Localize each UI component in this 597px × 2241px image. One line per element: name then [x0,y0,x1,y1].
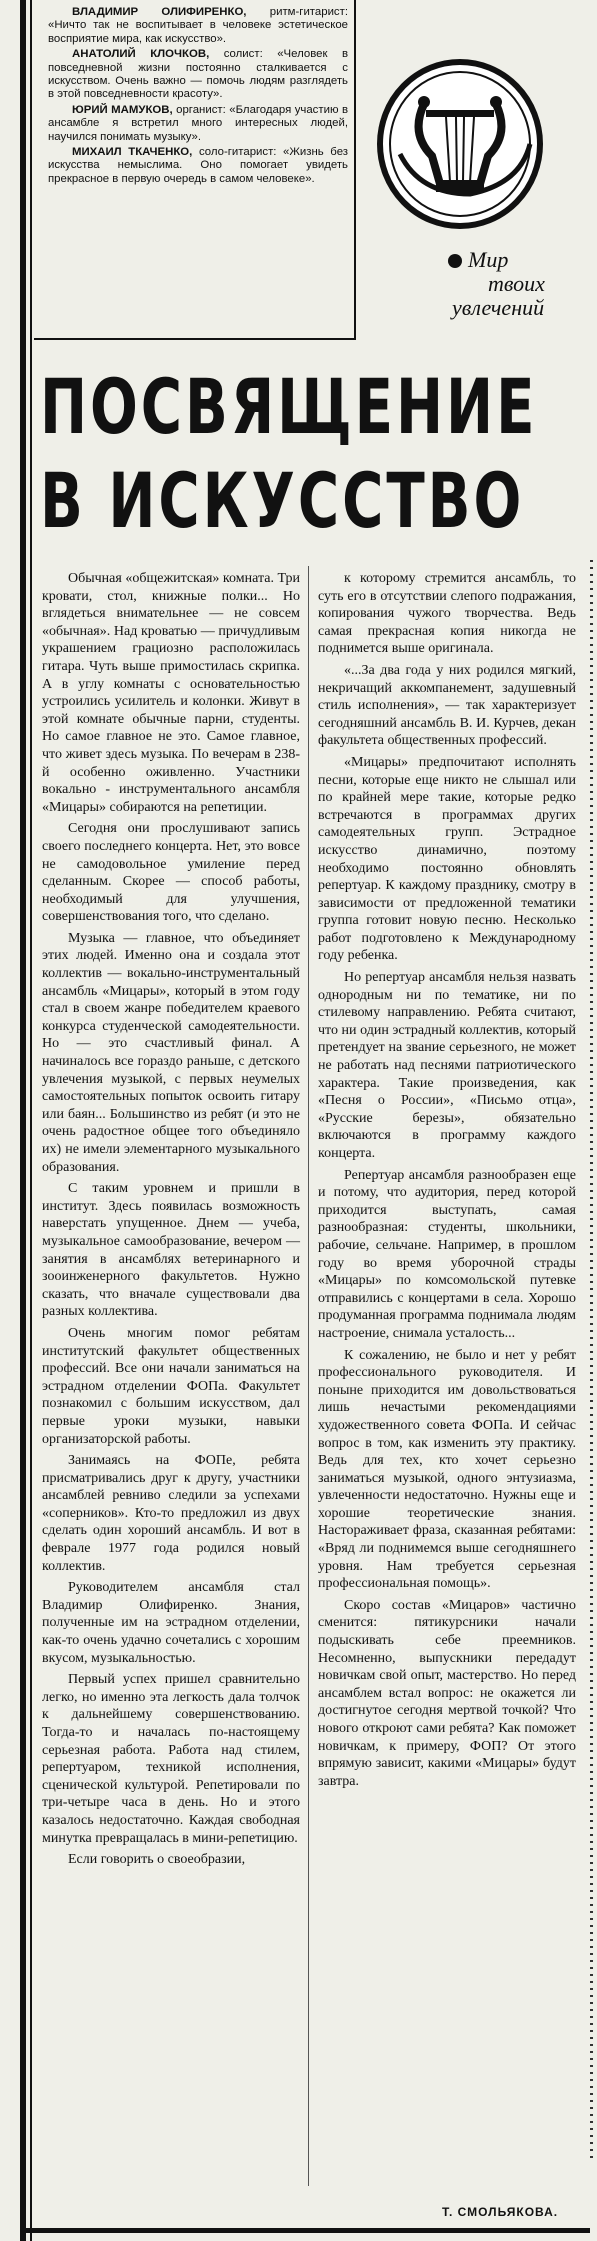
headline [40,360,538,548]
quote-name: ВЛАДИМИР ОЛИФИРЕНКО, [72,6,247,18]
paragraph: Первый успех пришел сравнительно легко, но именно эта легкость дала толчок к дальнейшему совершенствованию. Тогда-то и началась по-настоящему серьезная работа. Работа над стилем, репертуаром, техникой исполнения, сценической культурой. Репетировали по три-четыре часа в день. Но и этого казалось недостаточно. Каждая свободная минутка превращалась в мини-репетицию. [42,1672,300,1846]
paragraph: Музыка — главное, что объединяет этих людей. Именно она и создала этот коллектив — вокально-инструментальный ансамбль «Мицары», который в этом году стал в своем жанре победителем краевого конкурса студенческой самодеятельности. Но — это счастливый финал. А начиналось все гораздо раньше, с детского увлечения музыкой, с первых неумелых самостоятельных попыток освоить гитару или баян... Большинство из ребят (и это не очень радостное общее того объединяло их) не имели элементарного музыкального образования. [42,930,300,1175]
rubric-line-1: Мир [468,247,509,272]
paragraph: Очень многим помог ребятам институтский факультет общественных профессий. Все они начали заниматься на эстрадном отделении ФОПа. Факультет познакомил с большим искусством, дал первые уроки музыки, навыки организаторской работы. [42,1325,300,1447]
article-column-1 [42,570,300,1873]
paragraph: «...За два года у них родился мягкий, некричащий аккомпанемент, задушевный стиль исполнения», — так характеризует сегодняшний ансамбль В. И. Курчев, декан факультета общественных профессий. [318,662,576,749]
quote-name: МИХАИЛ ТКАЧЕНКО, [72,146,193,159]
rubric-line-3: увлечений [452,295,545,320]
quotes-right-rule [354,0,356,340]
paragraph: «Мицары» предпочитают исполнять песни, которые еще никто не слышал или по крайней мере такие, которые редко встречаются в программах других самодеятельных групп. Эстрадное искусство динамично, поэтому необходимо постоянно обновлять репертуар. К каждому празднику, смотру в зависимости от предложенной тематики группа готовит новую песню. Несколько работ подготовлено к Международному году ребенка. [318,754,576,964]
article-column-2 [318,570,576,1794]
headline-line-1: ПОСВЯЩЕНИЕ [40,362,538,451]
paragraph: Сегодня они прослушивают запись своего последнего концерта. Нет, это вовсе не самодовольное умиление перед сделанным. Скорее — способ работы, необходимый для улучшения, совершенствования того, что сделано. [42,821,300,925]
right-edge-perforation [590,560,593,2160]
left-border-rule-thin [30,0,32,2241]
paragraph: к которому стремится ансамбль, то суть его в отсутствии слепого подражания, копирования чужого творчества. Ведь самая прекрасная копия никогда не поднимется выше оригинала. [318,571,576,657]
bottom-border-rule [20,2228,590,2233]
quote-text: соло-гитарист: «Жизнь без искусства немыслима. Оно помогает увидеть прекрасное в первую очередь в самом человеке». [48,146,348,185]
quotes-bottom-rule [34,338,356,340]
rubric-label [430,248,590,320]
paragraph: Скоро состав «Мицаров» частично сменится: пятикурсники начали подыскивать себе преемников. Несомненно, выпускники передадут новичкам свой опыт, мастерство. Но перед ансамблем встал вопрос: не окажется ли достигнутое сегодня мертвой точкой? Что нового откроют сами ребята? Как поможет новичкам, к примеру, ФОП? От этого впрямую зависит, какими «Мицары» будут завтра. [318,1597,576,1789]
paragraph: Если говорить о своеобразии, [68,1852,246,1868]
left-border-rule [20,0,26,2241]
quote-klochkov [48,48,348,102]
quote-olifirenko [48,6,348,46]
quote-name: АНАТОЛИЙ КЛОЧКОВ, [72,48,210,61]
rubric-line-2: твоих [488,271,545,296]
quote-text: солист: «Человек в повседневной жизни постоянно сталкивается с искусством. Очень важно — помочь людям разглядеть в этой повседневности красоту». [48,48,348,101]
quote-tkachenko [48,146,348,186]
quote-text: органист: «Благодаря участию в ансамбле я встретил много интересных людей, научился понимать музыку». [48,103,348,143]
paragraph: Но репертуар ансамбля нельзя назвать однородным ни по тематике, ни по стилевому направлению. Ребята считают, что ни один эстрадный коллектив, который претендует на звание серьезного, не может не работать над песнями патриотического характера. Такие произведения, как «Песня о России», «Письмо отца», «Русские березы», обязательно включаются в программу каждого концерта. [318,970,576,1161]
lyre-emblem-icon [360,44,580,244]
paragraph: Обычная «общежитская» комната. Три кровати, стол, книжные полки... Но вглядеться внимательнее — не совсем «обычная». Над кроватью — причудливым украшением грациозно расположилась гитара. Чуть выше примостилась скрипка. А в углу комнаты с основательностью устроились усилитель и колонки. Живут в этой комнате обычные парни, студенты. Но самое главное не это. Самое главное, что живет здесь музыка. По вечерам в 238-й особенно оживленно. Участники вокально - инструментального ансамбля «Мицары» собираются на репетиции. [42,571,300,815]
paragraph: К сожалению, не было и нет у ребят профессионального руководителя. И поныне приходится им довольствоваться лишь нечастыми рекомендациями художественного совета ФОПа. И сейчас вопрос в том, как изменить эту практику. Ведь для тех, кто хочет серьезно заниматься музыкой, одного энтузиазма, увлеченности недостаточно. Нужны еще и хорошие теоретические знания. Настораживает фраза, сказанная ребятами: «Вряд ли поднимемся выше сегодняшнего уровня. Нам требуется серьезная профессиональная помощь». [318,1347,576,1592]
author-signature: Т. СМОЛЬЯКОВА. [442,2205,559,2219]
bullet-dot-icon [448,254,462,268]
headline-line-2: В ИСКУССТВО [40,456,525,545]
paragraph: Руководителем ансамбля стал Владимир Олифиренко. Знания, полученные им на эстрадном отделении, как-то очень удачно сочетались с хорошим вкусом, музыкальностью. [42,1580,300,1666]
paragraph: С таким уровнем и пришли в институт. Здесь появилась возможность наверстать упущенное. Днем — учеба, музыкальное самообразование, вечером — занятия в ансамблях ветеринарного и зооинженерного факультетов. Нужно сказать, что вначале существовали два разных коллектива. [42,1181,300,1320]
column-divider [308,566,309,2186]
paragraph: Занимаясь на ФОПе, ребята присматривались друг к другу, участники ансамблей ревниво следили за успехами «соперников». Кто-то предложил из двух сделать один хороший ансамбль. И вот в феврале 1977 года родился новый коллектив. [42,1453,300,1574]
quote-name: ЮРИЙ МАМУКОВ, [72,103,173,116]
quote-text: ритм-гитарист: «Ничто так не воспитывает в человеке эстетическое восприятие мира, как искусство». [48,6,349,45]
quote-mamukov [48,104,348,144]
paragraph: Репертуар ансамбля разнообразен еще и потому, что аудитория, перед которой приходится выступать, самая разнообразная: студенты, школьники, рабочие, сельчане. Например, в прошлом году во время уборочной страды «Мицары» по комсомольской путевке отправились с концертами в села. Хорошо продуманная программа поднимала людям настроение, снимала усталость... [318,1167,576,1341]
quotes-block [48,6,348,188]
